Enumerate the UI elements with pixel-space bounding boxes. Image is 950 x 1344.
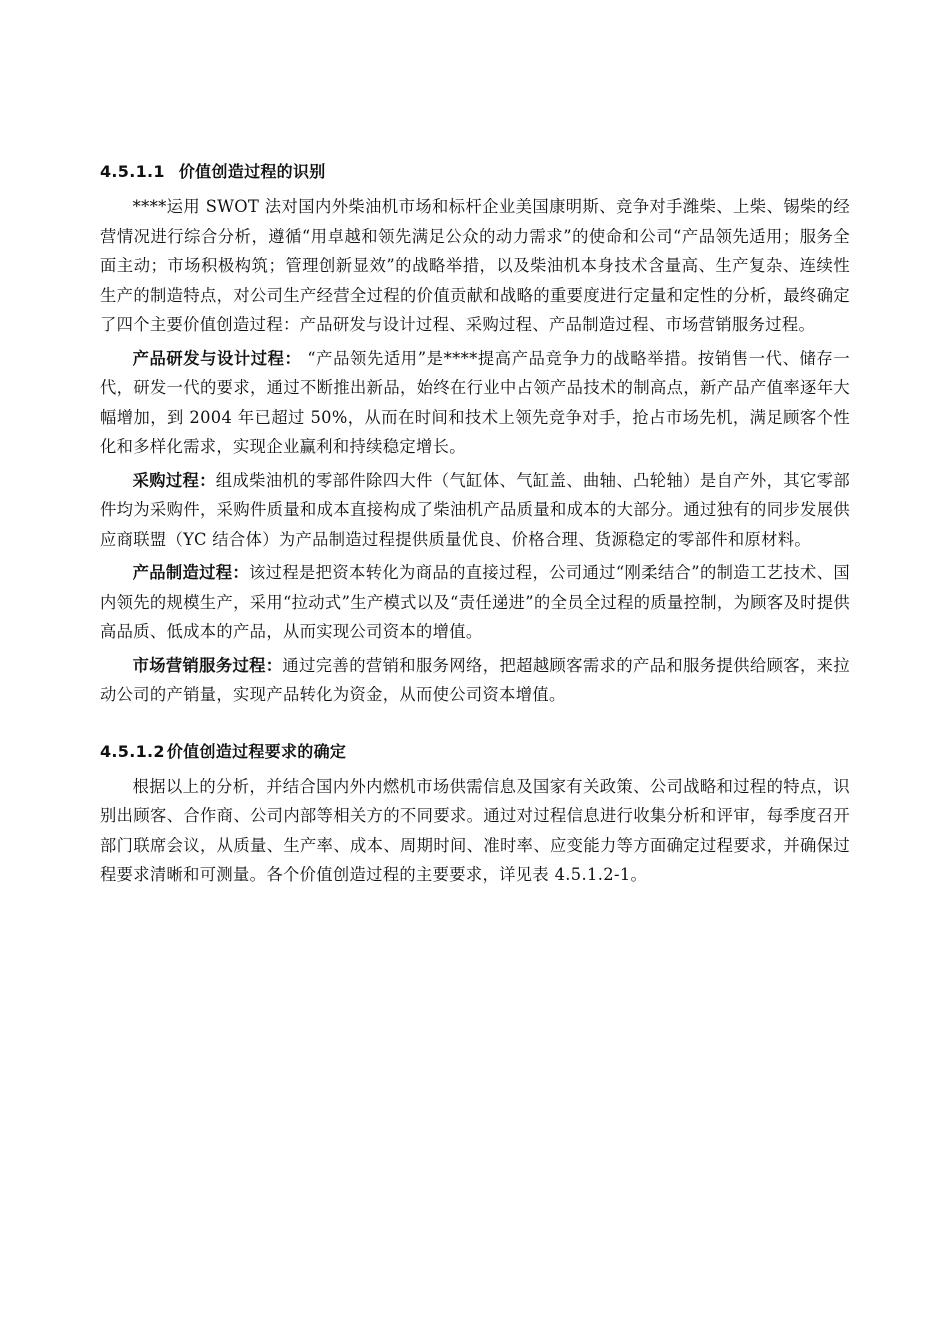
section-heading-4-5-1-1 xyxy=(100,160,850,184)
section-number: 4.5.1.1 xyxy=(100,162,165,181)
paragraph-text: “产品领先适用”是****提高产品竞争力的战略举措。按销售一代、储存一代，研发一代的要求，通过不断推出新品，始终在行业中占领产品技术的制高点，新产品产值率逐年大幅增加，到 2004 年已超过 50%，从而在时间和技术上领先竞争对手，抢占市场先机，满足顾客个性化和多样化需求，实现企业赢利和持续稳定增长。 xyxy=(100,348,850,456)
paragraph-text: 组成柴油机的零部件除四大件（气缸体、气缸盖、曲轴、凸轮轴）是自产外，其它零部件均为采购件，采购件质量和成本直接构成了柴油机产品质量和成本的大部分。通过独有的同步发展供应商联盟（YC 结合体）为产品制造过程提供质量优良、价格合理、货源稳定的零部件和原材料。 xyxy=(100,470,850,549)
paragraph-lead: 市场营销服务过程： xyxy=(132,655,283,675)
section-title: 价值创造过程的识别 xyxy=(178,162,326,181)
section-gap xyxy=(100,714,850,740)
procurement-paragraph xyxy=(100,466,850,555)
paragraph-lead: 产品制造过程： xyxy=(132,563,249,582)
marketing-service-paragraph xyxy=(100,651,850,710)
paragraph-lead: 采购过程： xyxy=(132,470,216,490)
manufacturing-paragraph xyxy=(100,558,850,647)
paragraph-text: 通过完善的营销和服务网络，把超越顾客需求的产品和服务提供给顾客，来拉动公司的产销量，实现产品转化为资金，从而使公司资本增值。 xyxy=(100,655,850,704)
section-title: 价值创造过程要求的确定 xyxy=(166,741,347,761)
section-number: 4.5.1.2 xyxy=(100,741,165,761)
section-heading-4-5-1-2 xyxy=(100,740,850,764)
intro-paragraph: ****运用 SWOT 法对国内外柴油机市场和标杆企业美国康明斯、竞争对手潍柴、上柴、锡柴的经营情况进行综合分析，遵循“用卓越和领先满足公众的动力需求”的使命和公司“产品领先适用；服务全面主动；市场积极构筑；管理创新显效”的战略举措，以及柴油机本身技术含量高、生产复杂、连续性生产的制造特点，对公司生产经营全过程的价值贡献和战略的重要度进行定量和定性的分析，最终确定了四个主要价值创造过程：产品研发与设计过程、采购过程、产品制造过程、市场营销服务过程。 xyxy=(100,197,850,334)
requirements-paragraph: 根据以上的分析，并结合国内外内燃机市场供需信息及国家有关政策、公司战略和过程的特点，识别出顾客、合作商、公司内部等相关方的不同要求。通过对过程信息进行收集分析和评审，每季度召开部门联席会议，从质量、生产率、成本、周期时间、准时率、应变能力等方面确定过程要求，并确保过程要求清晰和可测量。各个价值创造过程的主要要求，详见表 4.5.1.2-1。 xyxy=(100,776,850,884)
paragraph-text: 该过程是把资本转化为商品的直接过程，公司通过“刚柔结合”的制造工艺技术、国内领先的规模生产，采用“拉动式”生产模式以及“责任递进”的全员全过程的质量控制，为顾客及时提供高品质、低成本的产品，从而实现公司资本的增值。 xyxy=(100,563,850,641)
paragraph-lead: 产品研发与设计过程： xyxy=(132,348,302,368)
rd-design-paragraph xyxy=(100,344,850,462)
document-content xyxy=(100,160,850,894)
